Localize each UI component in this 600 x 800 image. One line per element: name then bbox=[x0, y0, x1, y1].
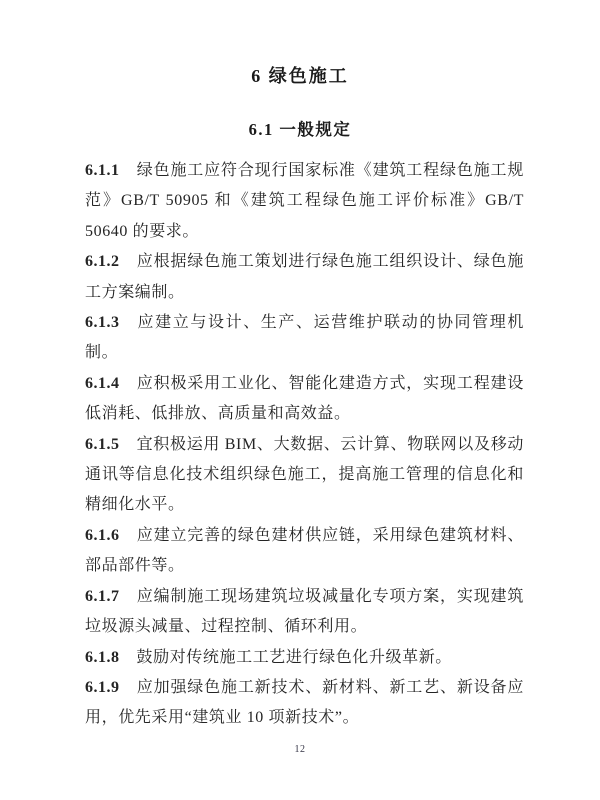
clause-text: 应加强绿色施工新技术、新材料、新工艺、新设备应用，优先采用“建筑业 10 项新技术”。 bbox=[85, 678, 524, 727]
clause-text: 宜积极运用 BIM、大数据、云计算、物联网以及移动通讯等信息化技术组织绿色施工，提高施工管理的信息化和精细化水平。 bbox=[85, 435, 524, 514]
clause-number: 6.1.7 bbox=[85, 587, 120, 605]
clause-text: 绿色施工应符合现行国家标准《建筑工程绿色施工规范》GB/T 50905 和《建筑工程绿色施工评价标准》GB/T 50640 的要求。 bbox=[85, 162, 524, 240]
clause-number: 6.1.8 bbox=[85, 648, 120, 666]
clause-6-1-6 bbox=[85, 521, 524, 582]
clause-number: 6.1.6 bbox=[85, 526, 120, 544]
clause-6-1-5 bbox=[85, 430, 524, 521]
clause-6-1-7 bbox=[85, 582, 524, 643]
clause-number: 6.1.1 bbox=[85, 162, 120, 179]
clause-number: 6.1.3 bbox=[85, 314, 120, 332]
clause-text: 应根据绿色施工策划进行绿色施工组织设计、绿色施工方案编制。 bbox=[85, 253, 524, 301]
clause-6-1-3 bbox=[85, 308, 524, 369]
body-text bbox=[85, 156, 524, 734]
clause-6-1-1 bbox=[85, 156, 524, 247]
page-number: 12 bbox=[294, 744, 306, 755]
clause-number: 6.1.9 bbox=[85, 678, 120, 696]
clause-6-1-9 bbox=[85, 673, 524, 734]
clause-text: 应积极采用工业化、智能化建造方式，实现工程建设低消耗、低排放、高质量和高效益。 bbox=[85, 374, 524, 423]
clause-number: 6.1.4 bbox=[85, 374, 120, 392]
clause-text: 鼓励对传统施工工艺进行绿色化升级革新。 bbox=[136, 648, 452, 666]
clause-text: 应编制施工现场建筑垃圾减量化专项方案，实现建筑垃圾源头减量、过程控制、循环利用。 bbox=[85, 587, 524, 636]
chapter-title: 6 绿色施工 bbox=[251, 66, 349, 86]
clause-6-1-2 bbox=[85, 247, 524, 308]
clause-number: 6.1.5 bbox=[85, 435, 120, 453]
clause-text: 应建立完善的绿色建材供应链，采用绿色建筑材料、部品部件等。 bbox=[85, 526, 524, 575]
clause-6-1-4 bbox=[85, 369, 524, 430]
clause-6-1-8 bbox=[85, 643, 524, 673]
section-heading: 6.1 一般规定 bbox=[248, 120, 352, 139]
clause-text: 应建立与设计、生产、运营维护联动的协同管理机制。 bbox=[85, 314, 524, 362]
clause-number: 6.1.2 bbox=[85, 253, 120, 271]
